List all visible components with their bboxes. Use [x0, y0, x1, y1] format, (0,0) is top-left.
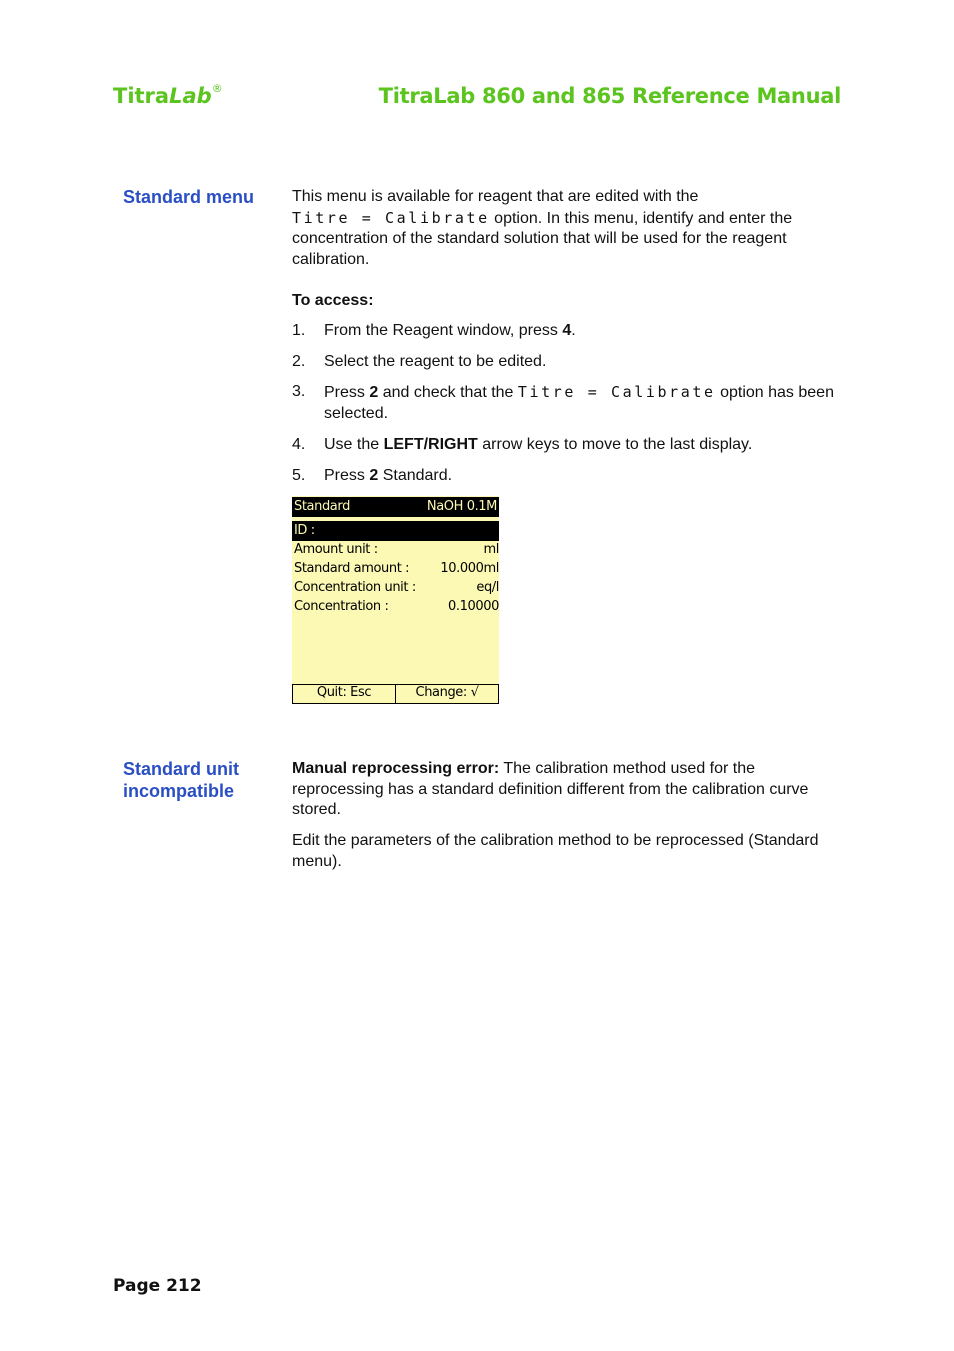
- error-description: [292, 759, 837, 821]
- screen-id-label: ID :: [294, 523, 315, 538]
- step-text: Standard.: [378, 466, 453, 484]
- screen-row-concentration-unit: [294, 580, 499, 599]
- screen-softkey-bar: [292, 684, 499, 704]
- screen-row-value: ml: [483, 542, 499, 557]
- brand-logo: [113, 84, 223, 108]
- intro-text-a: This menu is available for reagent that are edited with the: [292, 188, 699, 205]
- step-text: Press: [324, 384, 370, 402]
- document-title: TitraLab 860 and 865 Reference Manual: [378, 84, 841, 108]
- step-text: .: [571, 322, 576, 339]
- screen-title-bar: [292, 497, 499, 517]
- screen-row-label: Standard amount :: [294, 561, 410, 576]
- step-number: 2.: [292, 352, 306, 370]
- screen-row-label: Amount unit :: [294, 542, 378, 557]
- brand-lab: Lab: [169, 84, 212, 108]
- step-text: arrow keys to move to the last display.: [477, 435, 753, 453]
- step-text: and check that the: [378, 384, 518, 402]
- step-text: Use the: [324, 435, 384, 453]
- step-number: 3.: [292, 383, 306, 401]
- step-key: LEFT/RIGHT: [383, 435, 478, 453]
- screen-id-field: [292, 521, 499, 541]
- intro-code: Titre = Calibrate: [292, 208, 490, 227]
- step-item: [292, 352, 837, 373]
- screen-row-label: Concentration :: [294, 599, 389, 614]
- screen-row-value: eq/l: [476, 580, 499, 595]
- softkey-quit-button: Quit: Esc: [292, 684, 396, 704]
- screen-row-concentration: [294, 599, 499, 618]
- step-text: From the Reagent window, press: [324, 322, 563, 339]
- step-item: [292, 382, 837, 424]
- step-text: Select the reagent to be edited.: [324, 352, 547, 370]
- section-heading-standard-unit-incompatible: Standard unit incompatible: [123, 759, 239, 801]
- error-action: Edit the parameters of the calibration method to be reprocessed (Standard menu).: [292, 832, 819, 870]
- step-number: 5.: [292, 466, 306, 484]
- device-screen-standard: [292, 496, 499, 704]
- access-heading: To access:: [292, 292, 374, 309]
- step-code: Titre = Calibrate: [517, 383, 716, 402]
- section-heading-standard-menu: Standard menu: [123, 187, 255, 207]
- page-number: Page 212: [113, 1276, 202, 1296]
- intro-text-b: option. In this menu, identify and enter the concentration of the standard solution that will be used for the reagent calibration.: [292, 209, 793, 269]
- step-item: [292, 466, 837, 487]
- error-text: The calibration method used for the reprocessing has a standard definition different from the calibration curve stored.: [292, 760, 809, 819]
- standard-menu-intro: [292, 187, 837, 271]
- screen-reagent-name: NaOH 0.1M: [426, 499, 497, 514]
- screen-title: Standard: [294, 499, 350, 514]
- step-key: 2: [369, 384, 379, 402]
- step-item: [292, 321, 837, 342]
- access-steps-list: [292, 321, 837, 496]
- registered-mark: ®: [211, 82, 223, 95]
- softkey-change-button: Change: √: [396, 684, 499, 704]
- step-key: 4: [562, 322, 572, 339]
- brand-titra: Titra: [113, 84, 170, 108]
- screen-row-standard-amount: [294, 561, 499, 580]
- screen-row-amount-unit: [294, 542, 499, 561]
- step-text: option has been selected.: [324, 384, 834, 423]
- step-item: [292, 435, 837, 456]
- step-text: Press: [324, 466, 370, 484]
- step-number: 1.: [292, 322, 306, 339]
- screen-row-value: 0.10000: [448, 599, 499, 614]
- step-number: 4.: [292, 435, 306, 453]
- screen-row-label: Concentration unit :: [294, 580, 416, 595]
- error-label: Manual reprocessing error:: [292, 760, 500, 777]
- screen-row-value: 10.000ml: [440, 561, 499, 576]
- step-key: 2: [369, 466, 379, 484]
